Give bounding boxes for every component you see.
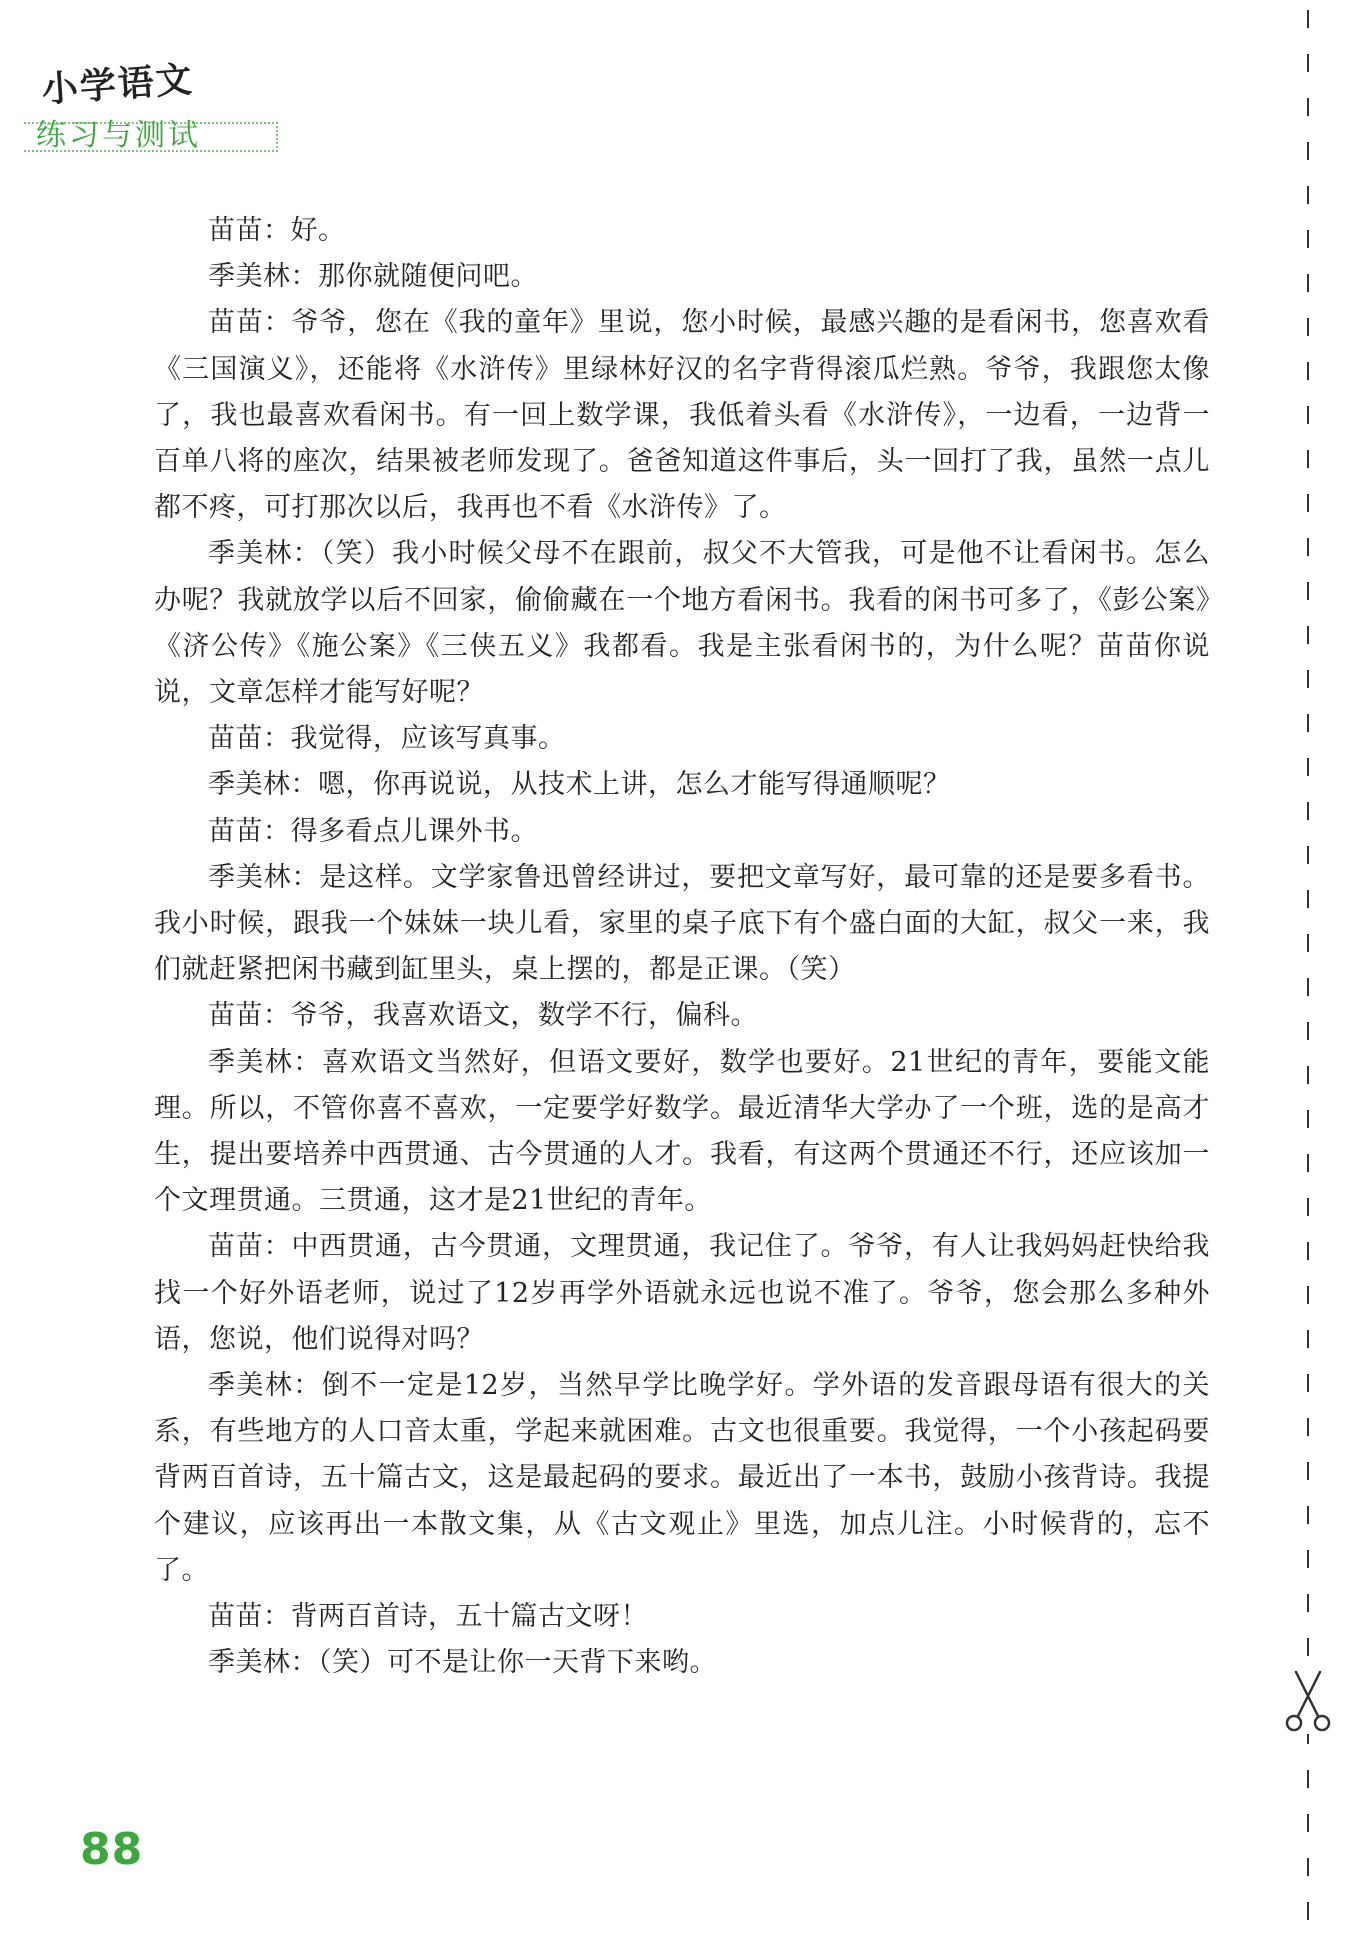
paragraph: 苗苗：好。	[208, 215, 346, 246]
paragraph: 季美林：（笑）我小时候父母不在跟前，叔父不大管我，可是他不让看闲书。怎么办呢？我就放学以后不回家，偷偷藏在一个地方看闲书。我看的闲书可多了，《彭公案》《济公传》《施公案》《三侠五义》我都看。我是主张看闲书的，为什么呢？苗苗你说说，文章怎样才能写好呢？	[154, 538, 1210, 709]
paragraph: 苗苗：得多看点儿课外书。	[208, 815, 538, 847]
paragraph: 苗苗：爷爷，您在《我的童年》里说，您小时候，最感兴趣的是看闲书，您喜欢看《三国演义》，还能将《水浒传》里绿林好汉的名字背得滚瓜烂熟。爷爷，我跟您太像了，我也最喜欢看闲书。有一回上数学课，我低着头看《水浒传》，一边看，一边背一百单八将的座次，结果被老师发现了。爸爸知道这件事后，头一回打了我，虽然一点儿都不疼，可打那次以后，我再也不看《水浒传》了。	[154, 307, 1210, 524]
dialogue-text	[154, 208, 1210, 1687]
paragraph: 季美林：嗯，你再说说，从技术上讲，怎么才能写得通顺呢？	[208, 769, 951, 801]
book-subtitle: 练习与测试	[36, 118, 201, 153]
dashed-cut-line	[1305, 10, 1311, 1940]
page-number: 88	[80, 1824, 144, 1875]
paragraph: 苗苗：我觉得，应该写真事。	[208, 723, 566, 755]
paragraph: 季美林：（笑）可不是让你一天背下来哟。	[208, 1647, 717, 1679]
paragraph: 季美林：喜欢语文当然好，但语文要好，数学也要好。21世纪的青年，要能文能理。所以，不管你喜不喜欢，一定要学好数学。最近清华大学办了一个班，选的是高才生，提出要培养中西贯通、古今贯通的人才。我看，有这两个贯通还不行，还应该加一个文理贯通。三贯通，这才是21世纪的青年。	[154, 1046, 1210, 1217]
paragraph: 苗苗：爷爷，我喜欢语文，数学不行，偏科。	[208, 1000, 758, 1032]
paragraph: 苗苗：中西贯通，古今贯通，文理贯通，我记住了。爷爷，有人让我妈妈赶快给我找一个好外语老师，说过了12岁再学外语就永远也说不准了。爷爷，您会那么多种外语，您说，他们说得对吗？	[154, 1231, 1210, 1355]
paragraph: 季美林：那你就随便问吧。	[208, 261, 538, 293]
paragraph: 苗苗：背两百首诗，五十篇古文呀！	[208, 1601, 648, 1633]
paragraph: 季美林：是这样。文学家鲁迅曾经讲过，要把文章写好，最可靠的还是要多看书。我小时候，跟我一个妹妹一块儿看，家里的桌子底下有个盛白面的大缸，叔父一来，我们就赶紧把闲书藏到缸里头，桌上摆的，都是正课。（笑）	[154, 861, 1210, 986]
book-header	[24, 59, 280, 154]
book-title: 小学语文	[40, 59, 196, 111]
scissors-icon	[1280, 1668, 1336, 1734]
paragraph: 季美林：倒不一定是12岁，当然早学比晚学好。学外语的发音跟母语有很大的关系，有些地方的人口音太重，学起来就困难。古文也很重要。我觉得，一个小孩起码要背两百首诗，五十篇古文，这是最起码的要求。最近出了一本书，鼓励小孩背诗。我提个建议，应该再出一本散文集，从《古文观止》里选，加点儿注。小时候背的，忘不了。	[154, 1370, 1210, 1586]
